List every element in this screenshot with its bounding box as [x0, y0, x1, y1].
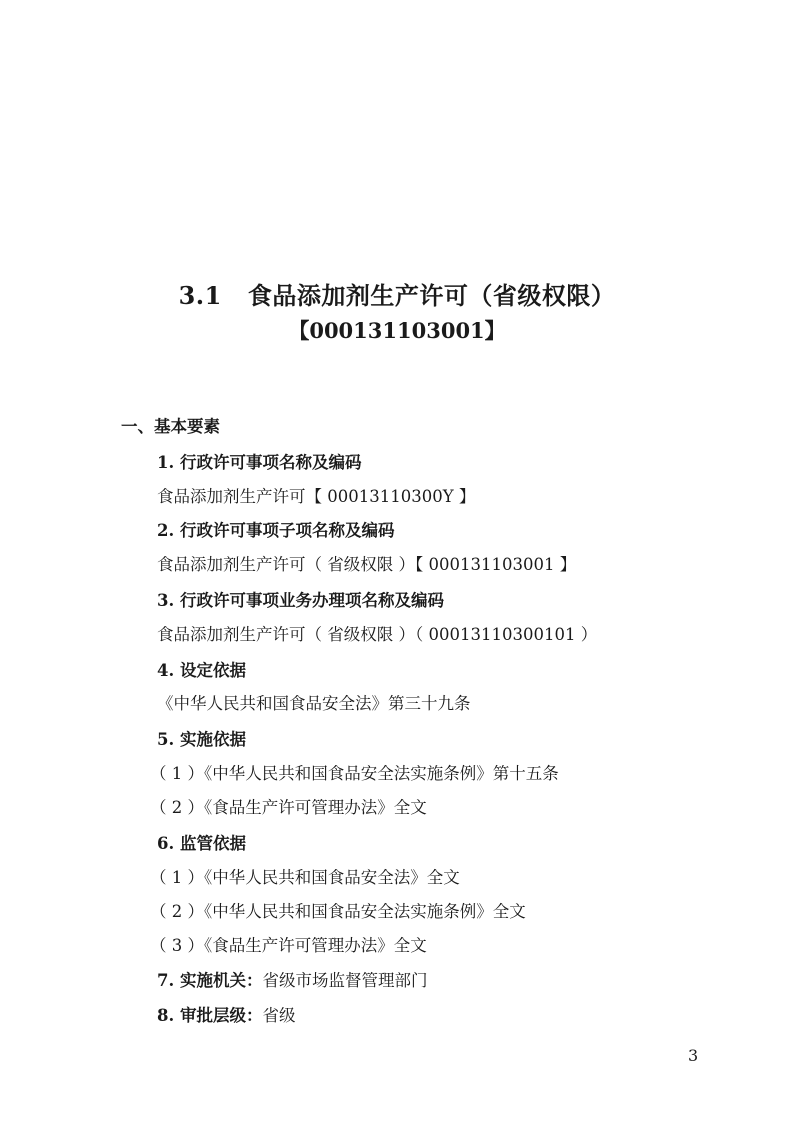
item-7	[157, 970, 427, 992]
item-6-heading: 6. 监管依据	[157, 834, 246, 853]
item-8	[157, 1005, 295, 1027]
item-2-content: 食品添加剂生产许可（ 省级权限 ）【 000131103001 】	[157, 555, 577, 574]
section-heading: 一、基本要素	[121, 417, 220, 436]
item-5-content-1: （ 1 ）《中华人民共和国食品安全法实施条例》第十五条	[150, 764, 559, 783]
page-number: 3	[688, 1046, 699, 1065]
item-8-value: 省级	[262, 1006, 296, 1025]
item-3-heading: 3. 行政许可事项业务办理项名称及编码	[157, 591, 444, 610]
item-5-heading: 5. 实施依据	[157, 730, 246, 749]
item-3-content: 食品添加剂生产许可（ 省级权限 ）（ 00013110300101 ）	[157, 625, 598, 644]
title-number: 3.1	[178, 281, 222, 310]
title-text: 食品添加剂生产许可（省级权限）	[247, 281, 616, 310]
document-title	[0, 276, 794, 311]
item-6-content-3: （ 3 ）《食品生产许可管理办法》全文	[150, 936, 427, 955]
document-code: 【000131103001】	[288, 318, 506, 343]
item-5-content-2: （ 2 ）《食品生产许可管理办法》全文	[150, 798, 427, 817]
item-6-content-1: （ 1 ）《中华人民共和国食品安全法》全文	[150, 868, 460, 887]
item-4-heading: 4. 设定依据	[157, 661, 246, 680]
item-1-content: 食品添加剂生产许可【 00013110300Y 】	[157, 487, 476, 506]
item-6-content-2: （ 2 ）《中华人民共和国食品安全法实施条例》全文	[150, 902, 526, 921]
item-1-heading: 1. 行政许可事项名称及编码	[157, 453, 362, 472]
item-7-value: 省级市场监督管理部门	[262, 971, 428, 990]
item-2-heading: 2. 行政许可事项子项名称及编码	[157, 521, 395, 540]
item-4-content: 《中华人民共和国食品安全法》第三十九条	[157, 694, 471, 713]
item-8-heading: 8. 审批层级：	[157, 1006, 263, 1025]
item-7-heading: 7. 实施机关：	[157, 971, 263, 990]
